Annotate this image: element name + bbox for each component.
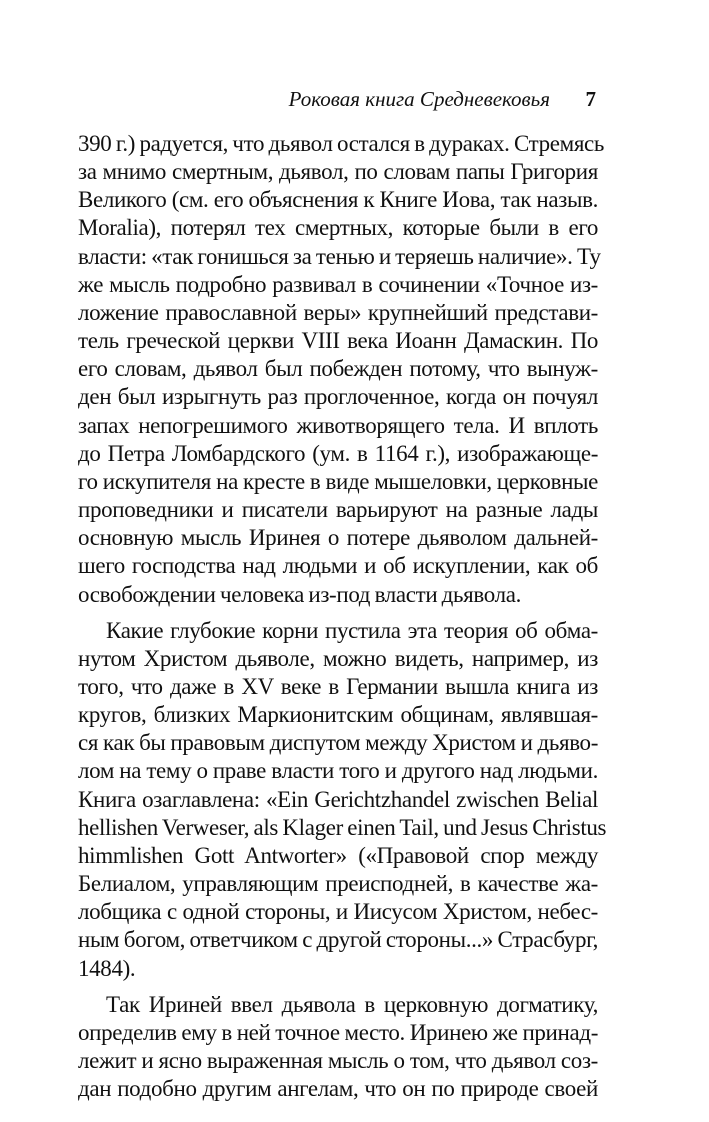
text-line: проповедники и писатели варьируют на разные лады [78,497,598,523]
text-line: лобщика с одной стороны, и Иисусом Христом, небес- [78,899,598,925]
text-line: же мысль подробно развивал в сочинении «Точное из- [78,271,598,297]
text-line: того, что даже в XV веке в Германии вышла книга из [78,673,598,699]
text-line: шего господства над людьми и об искуплении, как об [78,553,598,579]
page-header [78,86,598,112]
text-line: определив ему в ней точное место. Иринею же принад- [78,1019,598,1045]
text-line: освобождении человека из-под власти дьявола. [78,581,521,607]
paragraph-2 [78,617,607,983]
text-line: нутом Христом дьяволе, можно видеть, например, из [78,645,598,671]
text-line: himmlishen Gott Antworter» («Правовой спор между [78,842,598,868]
text-line: ден был изрыгнуть раз проглоченное, когда он почуял [78,384,598,410]
text-line: лом на тему о праве власти того и другого над людьми. [78,758,598,784]
paragraph-1 [78,130,605,609]
text-line: дан подобно другим ангелам, что он по природе своей [78,1076,598,1102]
text-line: Какие глубокие корни пустила эта теория об обма- [106,617,598,643]
text-line: его словам, дьявол был побежден потому, что вынуж- [78,356,598,382]
text-line: Великого (см. его объяснения к Книге Иова, так назыв. [78,187,598,213]
text-line: 1484). [78,955,136,981]
paragraph-3 [78,991,598,1104]
text-line: 390 г.) радуется, что дьявол остался в дураках. Стремясь [78,131,605,156]
text-line: hellishen Verweser, als Klager einen Tail, und Jesus Christus [78,814,607,840]
text-line: Так Ириней ввел дьявола в церковную догматику, [106,991,598,1017]
text-line: Белиалом, управляющим преисподней, в качестве жа- [78,871,598,897]
text-line: Moralia), потерял тех смертных, которые были в его [78,215,598,241]
text-line: за мнимо смертным, дьявол, по словам папы Григория [78,159,598,185]
page-number: 7 [585,87,596,111]
text-line: основную мысль Иринея о потере дьяволом дальней- [78,525,598,551]
body-text [78,130,607,1111]
text-line: кругов, близких Маркионитским общинам, являвшая- [78,702,598,728]
text-line: Книга озаглавлена: «Ein Gerichtzhandel zwischen Belial [78,786,598,812]
text-line: ся как бы правовым диспутом между Христом и дьяво- [78,730,598,756]
running-title: Роковая книга Средневековья [288,87,550,111]
text-line: го искупителя на кресте в виде мышеловки, церковные [78,468,598,494]
text-line: запах непогрешимого животворящего тела. И вплоть [78,412,598,438]
text-line: ложение православной веры» крупнейший представи- [78,299,598,325]
text-line: ным богом, ответчиком с другой стороны...» Страсбург, [78,927,598,953]
text-line: до Петра Ломбардского (ум. в 1164 г.), изображающе- [78,440,598,466]
text-line: лежит и ясно выраженная мысль о том, что дьявол соз- [78,1048,598,1073]
text-line: власти: «так гонишься за тенью и теряешь наличие». Ту [78,243,601,269]
text-line: тель греческой церкви VIII века Иоанн Дамаскин. По [78,328,598,354]
